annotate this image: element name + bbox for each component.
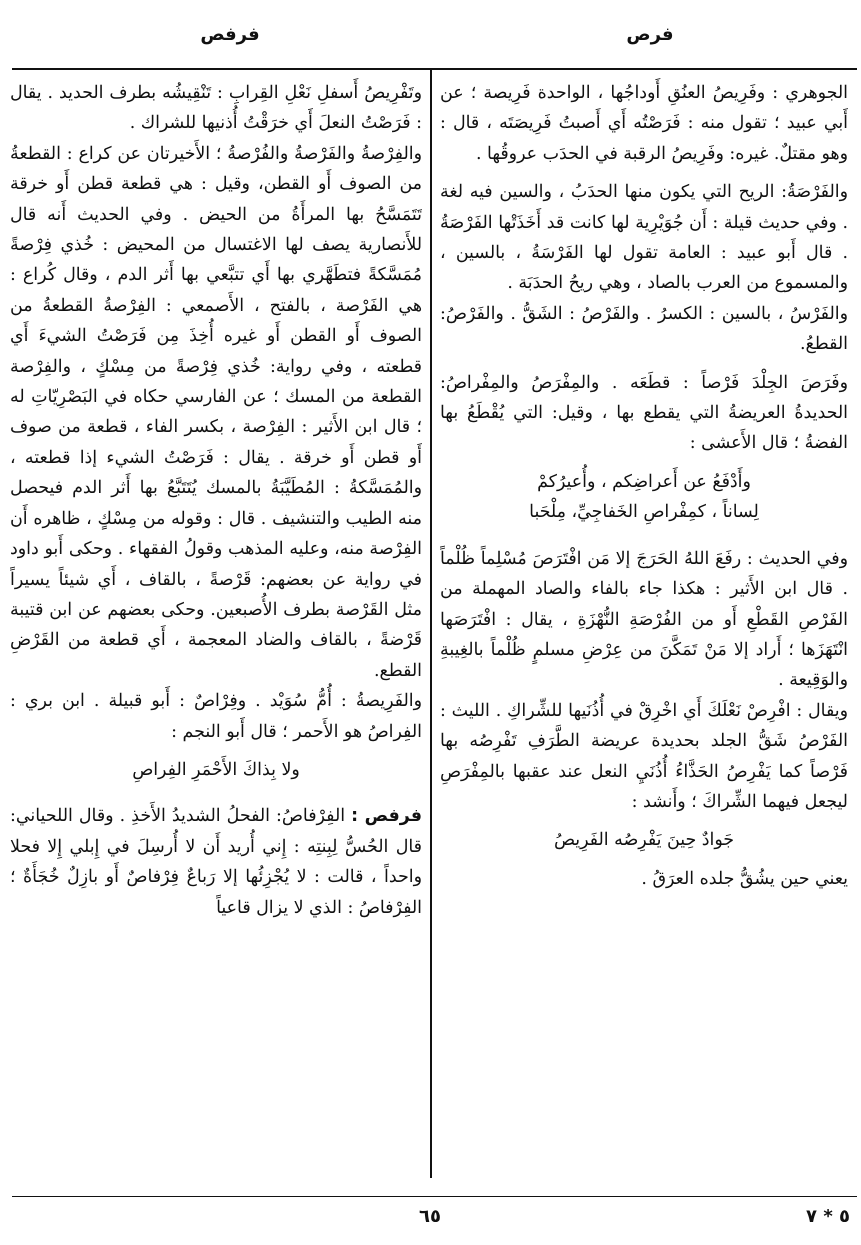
bottom-rule <box>12 1196 857 1197</box>
paragraph: والفَرْصَةُ: الريح التي يكون منها الحدَبُ ، والسين فيه لغة . وفي حديث قيلة : أَن جُوَيْرِية لها كانت قد أَخَذَتْها الفَرْصَةُ . قال أَبو عبيد : العامة تقول لها الفَرْسَةُ ، بالسين ، والمسموع من العرب بالصاد ، وهي ريحُ الحدَبَة . <box>440 182 848 294</box>
page-number: ٦٥ <box>419 1206 441 1227</box>
paragraph: يعني حين يشُقُّ جلده العرَقُ . <box>641 868 848 889</box>
entry-headword: فرفص : <box>351 806 422 827</box>
poem-verse <box>440 825 848 855</box>
entry-paragraph <box>10 801 422 923</box>
poem-verse <box>10 755 422 785</box>
top-rule <box>12 68 857 70</box>
paragraph: الجوهري : وفَرِيصُ العنُقِ أَوداجُها ، الواحدة فَرِيصة ؛ عن أَبي عبيد ؛ تقول منه : فَرَصْتُه أَي أَصبتُ فَرِيصَتَه ، قال : وهو مقتلٌ. غيره: وفَرِيصُ الرقبة في الحدَب عروقُها . <box>440 83 848 164</box>
poem-line: جَوادٌ حِينَ يَفْرِصُه الفَرِيصُ <box>553 830 735 851</box>
left-column <box>10 78 422 1176</box>
poem-line: لِساناً ، كمِفْراصِ الخَفاجِيِّ، مِلْحَبا <box>529 502 759 523</box>
paragraph: والفَرِيصةُ : أُمُّ سُوَيْد . وفِرْاصٌ : أَبو قبيلة . ابن بري : الفِراصُ هو الأَحمر ؛ قال أَبو النجم : <box>10 691 422 742</box>
paragraph: والفِرْصةُ والفَرْصةُ والفُرْصةُ ؛ الأَخيرتان عن كراع : القطعةُ من الصوف أَو القطن، وقيل : هي قطعة قطن أَو خرقة تَتَمَسَّحُ بها المرأَةُ من الحيض . وفي الحديث أَنه قال للأَنصارية يصف لها الاغتسال من المحيض : خُذي فِرْصةً مُمَسَّكةً فتطَهَّري بها أَي تتبَّعي بها أَثر الدم ، وقال كُراع : هي الفَرْصة ، بالفتح ، الأَصمعي : الفِرْصةُ القطعةُ من الصوف أَو القطن أَو غيره أُخِذَ مِن فَرَصْتُ الشيءَ أَي قطعته ، وفي رواية: خُذي فِرْصةً من مِسْكٍ ، والفِرْصة القطعة من المسك ؛ عن الفارسي حكاه في البَصْرِيّاتِ له ؛ قال ابن الأَثير : الفِرْصة ، بكسر الفاء ، قطعة من صوف أَو قطن أَو خرقة . يقال : فَرَصْتُ الشيء إذا قطعته ، والمُمَسَّكةُ : المُطَيَّبَةُ بالمسك يُتَتَبَّعُ بها أَثر الدم فيحصل منه الطيب والتنشيف . قال : وقوله من مِسْكٍ ، ظاهره أَن الفِرْصة منه، وعليه المذهب وقولُ الفقهاء . وحكى أَبو داود في رواية عن بعضهم: قَرْصةً ، بالقاف ، أَي شيئاً يسيراً مثل القَرْصة بطرف الأُصبعين. وحكى بعضهم عن ابن قتيبة قَرْضةً ، بالقاف والضاد المعجمة ، أَي قطعة من القَرْضِ القطع. <box>10 143 422 681</box>
paragraph: وفَرَصَ الجِلْدَ فَرْصاً : قطَعَه . والمِفْرَصُ والمِفْراصُ: الحديدةُ العريضةُ التي يقطع بها ، وقيل: التي يُقْطَعُ بها الفضةُ ؛ قال الأَعشى : <box>440 372 848 454</box>
poem-verse <box>440 467 848 528</box>
column-divider <box>430 70 432 1178</box>
header-left-word: فرفص <box>200 24 260 45</box>
signature-mark: ٥ * ٧ <box>806 1206 850 1227</box>
paragraph: والفَرْسُ ، بالسين : الكسرُ . والفَرْصُ : الشَقُّ . والفَرْصُ: القطعُ. <box>440 303 848 355</box>
poem-line: ولا بِذاكَ الأَحْمَرِ الفِراصِ <box>132 759 300 780</box>
poem-line: وأَدْفَعُ عن أَعراضِكم ، وأُعيرُكمْ <box>537 471 751 492</box>
right-column <box>440 78 848 1176</box>
paragraph: ويقال : افْرِصْ نَعْلَكَ أَي اخْرِقْ في أُذُنَيها للشِّراكِ . الليث : الفَرْصُ شَقُّ الجلد بحديدة عريضة الطَّرَفِ تَفْرِصُه بها فَرْصاً كما يَفْرِصُ الحَذَّاءُ أُذُنَيِ النعل عند عقبها بالمِفْرَصِ ليجعل فيهما الشِّراكَ ؛ وأَنشد : <box>440 700 848 812</box>
paragraph: وتَفْرِيصُ أَسفلِ نَعْلِ القِرابِ : تَنْقِيشُه بطرف الحديد . يقال : فَرَصْتُ النعلَ أَي خرَقْتُ أُذنيها للشراك . <box>10 83 422 134</box>
header-right-word: فرص <box>626 24 674 45</box>
paragraph: وفي الحديث : رفَعَ اللهُ الحَرَجَ إلا مَن افْتَرَصَ مُسْلِماً ظُلْماً . قال ابن الأَثير : هكذا جاء بالفاء والصاد المهملة من الفَرْصِ القَطْعِ أَو من الفُرْصَةِ النُّهْزَةِ ، يقال : افْتَرَصَها انْتَهَزَها ؛ أَراد إلا مَنْ تَمَكَّنَ من عِرْضِ مسلمٍ ظُلْماً بالغِيبةِ والوَقِيعة . <box>440 548 848 691</box>
entry-text: الفِرْفاصُ: الفحلُ الشديدُ الأَخذِ . وقال اللحياني: قال الحُسُّ لِبِنتِه : إِني أُريد أَن لا أُرسِلَ في إِبلي إِلا فحلا واحداً ، قالت : لا يُجْزِئُها إلا رَباعٌ فِرْفاصٌ أَو بازِلٌ خُجَأَةٌ ؛ الفِرْفاصُ : الذي لا يزال قاعياً <box>10 806 422 918</box>
